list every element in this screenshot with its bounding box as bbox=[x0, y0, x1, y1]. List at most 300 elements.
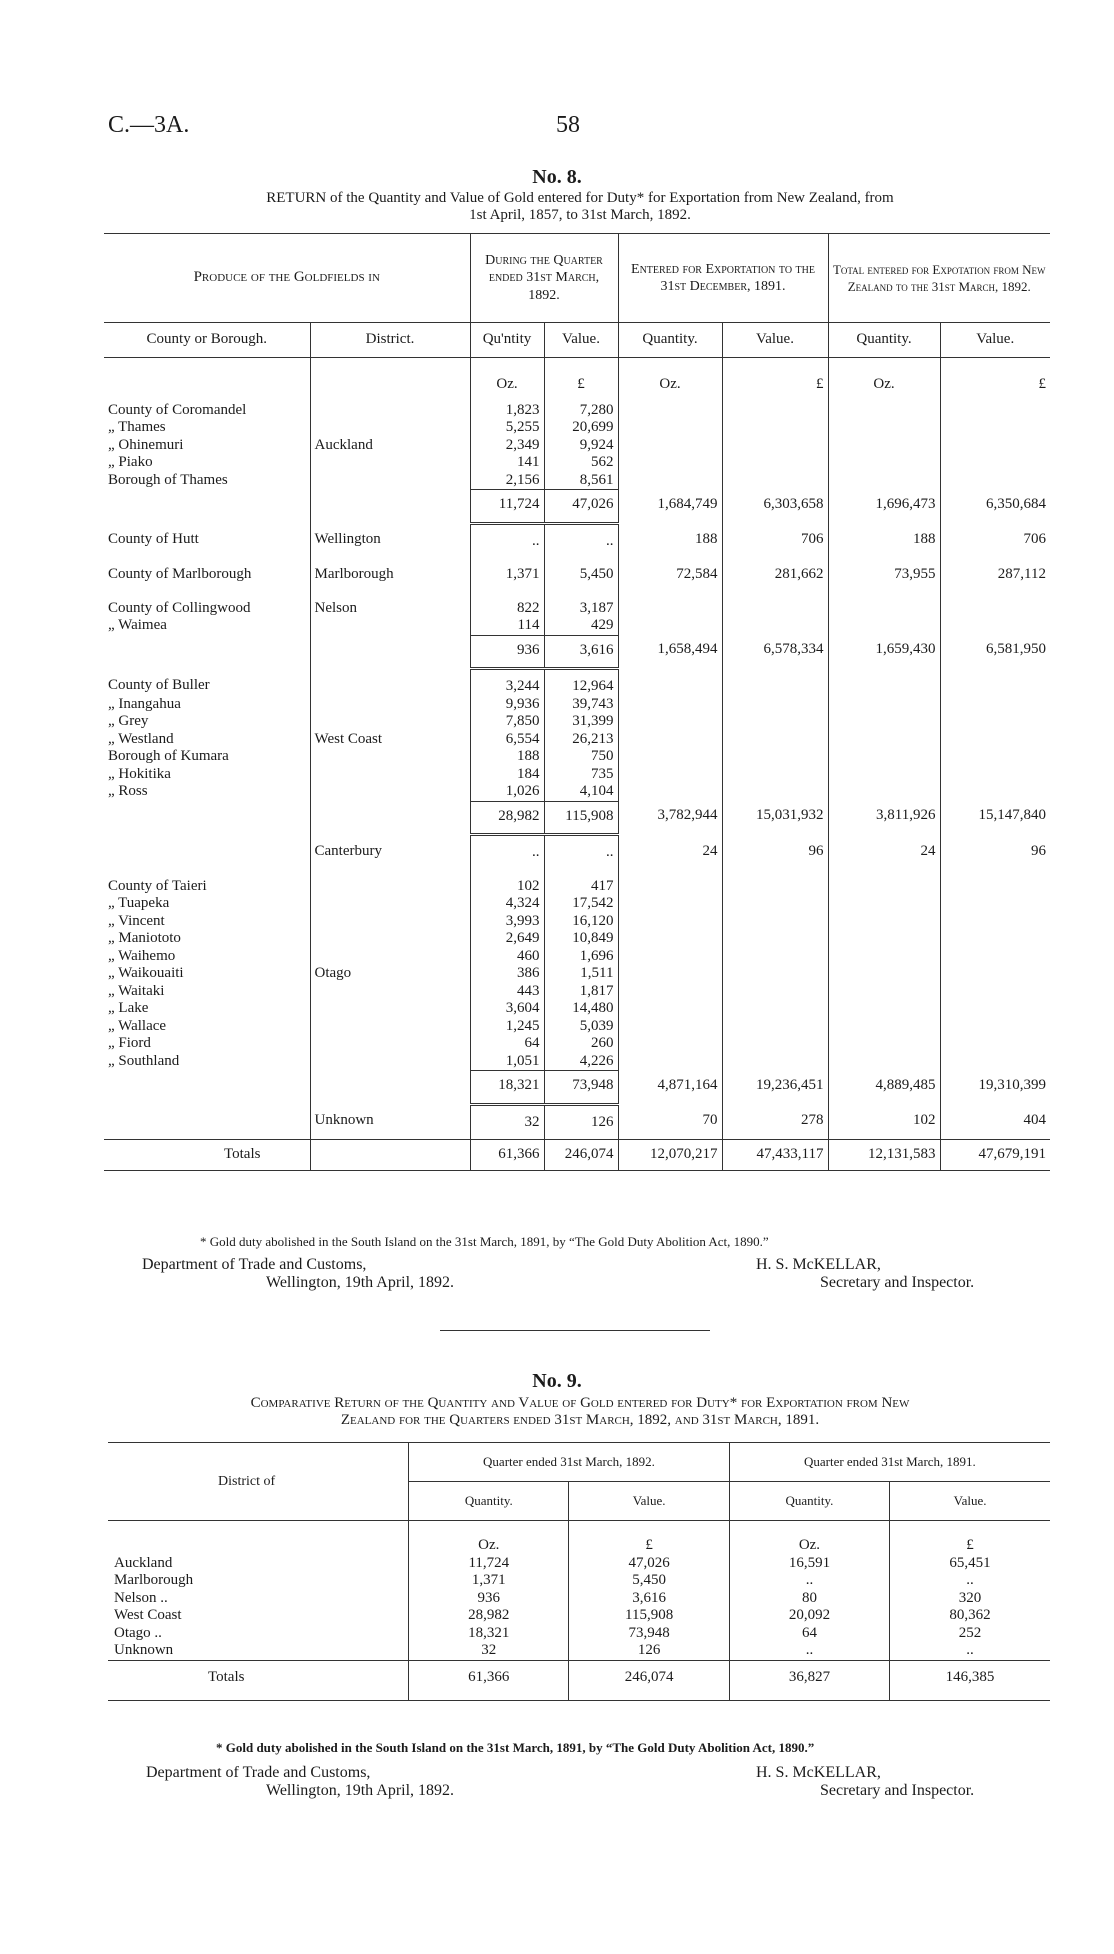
totals-label: Totals bbox=[224, 1146, 261, 1162]
quantity-1892: 28,982 bbox=[409, 1607, 569, 1625]
empty-cell bbox=[310, 1071, 470, 1105]
empty-cell bbox=[828, 895, 940, 913]
empty-cell bbox=[618, 592, 722, 618]
value-cell: 750 bbox=[544, 748, 618, 766]
totals-total-value: 47,679,191 bbox=[940, 1140, 1050, 1171]
quantity-cell: 443 bbox=[470, 983, 544, 1001]
table9-signer: H. S. McKELLAR, bbox=[756, 1764, 881, 1781]
county-name: „ Westland bbox=[108, 730, 174, 747]
table9-title-line2: Zealand for the Quarters ended 31st March, 1892, and 31st March, 1891. bbox=[340, 1412, 820, 1428]
quantity-1892: 18,321 bbox=[409, 1625, 569, 1643]
table-row bbox=[104, 1000, 1050, 1018]
table-row bbox=[104, 913, 1050, 931]
county-name: „ Fiord bbox=[108, 1035, 151, 1051]
table-row bbox=[104, 1104, 1050, 1140]
total-value: 6,350,684 bbox=[940, 490, 1050, 524]
empty-cell bbox=[722, 419, 828, 437]
empty-cell bbox=[940, 696, 1050, 714]
empty-cell bbox=[828, 983, 940, 1001]
empty-cell bbox=[940, 930, 1050, 948]
totals-label: Totals bbox=[208, 1668, 245, 1685]
quantity-cell: 6,554 bbox=[470, 731, 544, 749]
value-cell: 126 bbox=[544, 1104, 618, 1140]
empty-cell bbox=[618, 748, 722, 766]
empty-cell bbox=[722, 669, 828, 696]
quantity-1891: 64 bbox=[729, 1625, 889, 1643]
empty-cell bbox=[618, 895, 722, 913]
empty-cell bbox=[828, 617, 940, 635]
empty-cell bbox=[940, 895, 1050, 913]
table-row bbox=[108, 1555, 1050, 1573]
subtotal-value: 47,026 bbox=[544, 490, 618, 524]
table-row bbox=[104, 983, 1050, 1001]
total-quantity: 1,696,473 bbox=[828, 490, 940, 524]
totals-entered-value: 47,433,117 bbox=[722, 1140, 828, 1171]
empty-cell bbox=[940, 766, 1050, 784]
empty-cell bbox=[618, 731, 722, 749]
quantity-cell: 64 bbox=[470, 1035, 544, 1053]
empty-cell bbox=[828, 748, 940, 766]
district-name bbox=[310, 948, 470, 966]
county-name: „ Inangahua bbox=[108, 695, 181, 712]
empty-cell bbox=[940, 913, 1050, 931]
table-row bbox=[104, 895, 1050, 913]
table-row bbox=[108, 1590, 1050, 1608]
value-1892: 126 bbox=[569, 1642, 729, 1660]
district-name: Auckland bbox=[114, 1554, 173, 1571]
table-row bbox=[104, 748, 1050, 766]
empty-cell bbox=[722, 783, 828, 801]
entered-value: 6,303,658 bbox=[722, 490, 828, 524]
empty-cell bbox=[828, 454, 940, 472]
empty-cell bbox=[722, 1053, 828, 1071]
county-name: „ Waihemo bbox=[108, 947, 176, 964]
table-row bbox=[104, 783, 1050, 801]
county-name: County of Collingwood bbox=[108, 599, 251, 616]
empty-cell bbox=[828, 783, 940, 801]
entered-quantity: 188 bbox=[618, 523, 722, 558]
sub-county: County or Borough. bbox=[146, 331, 267, 348]
county-name: „ Thames bbox=[108, 419, 166, 435]
total-value: 15,147,840 bbox=[940, 801, 1050, 835]
total-quantity: 73,955 bbox=[828, 558, 940, 592]
value-cell: 20,699 bbox=[544, 419, 618, 437]
value-cell: .. bbox=[544, 835, 618, 870]
table-row bbox=[104, 870, 1050, 896]
table9-signer-title: Secretary and Inspector. bbox=[820, 1782, 975, 1799]
empty-cell bbox=[940, 1035, 1050, 1053]
empty-cell bbox=[940, 437, 1050, 455]
subtotal-value: 3,616 bbox=[544, 635, 618, 669]
value-cell: 39,743 bbox=[544, 696, 618, 714]
quantity-1892: 11,724 bbox=[409, 1555, 569, 1573]
value-cell: 3,187 bbox=[544, 592, 618, 618]
county-name: „ Waitaki bbox=[108, 982, 165, 999]
empty-cell bbox=[940, 592, 1050, 618]
totals-total-quantity: 12,131,583 bbox=[828, 1140, 940, 1171]
empty-cell bbox=[940, 669, 1050, 696]
value-cell: 8,561 bbox=[544, 472, 618, 490]
subtotal-value: 73,948 bbox=[544, 1071, 618, 1105]
quantity-cell: 460 bbox=[470, 948, 544, 966]
empty-cell bbox=[618, 713, 722, 731]
sub-value: Value. bbox=[569, 1482, 729, 1521]
empty-cell bbox=[940, 394, 1050, 420]
table-row bbox=[108, 1607, 1050, 1625]
empty-cell bbox=[940, 983, 1050, 1001]
district-name bbox=[310, 1000, 470, 1018]
empty-cell bbox=[828, 713, 940, 731]
table9-place-date: Wellington, 19th April, 1892. bbox=[266, 1782, 455, 1799]
empty-cell bbox=[310, 1140, 470, 1171]
empty-cell bbox=[722, 454, 828, 472]
table8-body bbox=[104, 358, 1050, 1171]
entered-value: 6,578,334 bbox=[722, 635, 828, 669]
totals-row bbox=[108, 1660, 1050, 1701]
empty-cell bbox=[104, 490, 310, 524]
quantity-cell: 822 bbox=[470, 592, 544, 618]
total-quantity: 4,889,485 bbox=[828, 1071, 940, 1105]
empty-cell bbox=[618, 1018, 722, 1036]
empty-cell bbox=[722, 913, 828, 931]
sub-quantity: Quantity. bbox=[828, 323, 940, 358]
county-name bbox=[104, 835, 310, 870]
table9-footnote: * Gold duty abolished in the South Island on the 31st March, 1891, by “The Gold Duty Abolition Act, 1890.” bbox=[216, 1740, 815, 1755]
quantity-1891: 20,092 bbox=[729, 1607, 889, 1625]
empty-cell bbox=[828, 1053, 940, 1071]
totals-quantity-1891: 36,827 bbox=[729, 1660, 889, 1701]
district-name bbox=[310, 930, 470, 948]
value-cell: .. bbox=[544, 523, 618, 558]
value-cell: 7,280 bbox=[544, 394, 618, 420]
table-row bbox=[108, 1625, 1050, 1643]
county-name bbox=[104, 1104, 310, 1140]
entered-quantity: 3,782,944 bbox=[618, 801, 722, 835]
quantity-1891: 80 bbox=[729, 1590, 889, 1608]
empty-cell bbox=[618, 930, 722, 948]
value-cell: 12,964 bbox=[544, 669, 618, 696]
table-row bbox=[104, 1018, 1050, 1036]
sub-value: Value. bbox=[940, 323, 1050, 358]
report-reference: C.—3A. bbox=[108, 112, 190, 138]
table-row bbox=[104, 454, 1050, 472]
county-name: „ Maniototo bbox=[108, 930, 181, 946]
quantity-1892: 936 bbox=[409, 1590, 569, 1608]
district-name bbox=[310, 766, 470, 784]
value-cell: 562 bbox=[544, 454, 618, 472]
district-name: Nelson .. bbox=[114, 1589, 168, 1606]
table-row bbox=[104, 558, 1050, 592]
value-cell: 26,213 bbox=[544, 731, 618, 749]
table8-signer: H. S. McKELLAR, bbox=[756, 1256, 881, 1273]
empty-cell bbox=[618, 696, 722, 714]
quantity-1891: .. bbox=[729, 1572, 889, 1590]
district-name bbox=[310, 748, 470, 766]
table-row bbox=[104, 766, 1050, 784]
table-row bbox=[104, 617, 1050, 635]
entered-quantity: 24 bbox=[618, 835, 722, 870]
subtotal-quantity: 936 bbox=[470, 635, 544, 669]
quantity-cell: .. bbox=[470, 523, 544, 558]
table-row bbox=[104, 835, 1050, 870]
sub-quantity: Quantity. bbox=[618, 323, 722, 358]
unit-oz: Oz. bbox=[409, 1521, 569, 1555]
quantity-cell: 3,993 bbox=[470, 913, 544, 931]
county-name: „ Wallace bbox=[108, 1017, 167, 1034]
total-quantity: 1,659,430 bbox=[828, 635, 940, 669]
value-cell: 5,039 bbox=[544, 1018, 618, 1036]
total-quantity: 102 bbox=[828, 1104, 940, 1140]
district-name bbox=[310, 870, 470, 896]
totals-quantity: 61,366 bbox=[470, 1140, 544, 1171]
empty-cell bbox=[940, 472, 1050, 490]
county-name: Borough of Kumara bbox=[108, 748, 229, 764]
county-name: „ Hokitika bbox=[108, 765, 171, 782]
empty-cell bbox=[722, 748, 828, 766]
empty-cell bbox=[104, 635, 310, 669]
empty-cell bbox=[828, 472, 940, 490]
table9 bbox=[108, 1442, 1050, 1701]
district-name bbox=[310, 783, 470, 801]
sub-value: Value. bbox=[890, 1482, 1050, 1521]
sub-district: District. bbox=[310, 323, 470, 358]
totals-entered-quantity: 12,070,217 bbox=[618, 1140, 722, 1171]
empty-cell bbox=[828, 870, 940, 896]
value-cell: 1,817 bbox=[544, 983, 618, 1001]
value-1891: 65,451 bbox=[890, 1555, 1050, 1573]
subtotal-quantity: 11,724 bbox=[470, 490, 544, 524]
county-name: County of Buller bbox=[108, 676, 210, 693]
divider bbox=[440, 1330, 710, 1331]
quantity-1892: 32 bbox=[409, 1642, 569, 1660]
empty-cell bbox=[722, 696, 828, 714]
empty-cell bbox=[618, 1053, 722, 1071]
empty-cell bbox=[722, 472, 828, 490]
empty-cell bbox=[618, 1000, 722, 1018]
col-quarter-1891: Quarter ended 31st March, 1891. bbox=[729, 1443, 1050, 1482]
district-name bbox=[310, 913, 470, 931]
county-name: County of Taieri bbox=[108, 877, 207, 894]
subtotal-row bbox=[104, 1071, 1050, 1105]
empty-cell bbox=[618, 394, 722, 420]
table-row bbox=[104, 437, 1050, 455]
county-name: „ Southland bbox=[108, 1052, 180, 1069]
empty-cell bbox=[940, 783, 1050, 801]
empty-cell bbox=[722, 948, 828, 966]
empty-cell bbox=[940, 870, 1050, 896]
table8 bbox=[104, 233, 1050, 1171]
table9-title bbox=[100, 1395, 1060, 1429]
entered-value: 706 bbox=[722, 523, 828, 558]
quantity-cell: 1,823 bbox=[470, 394, 544, 420]
district-name bbox=[310, 617, 470, 635]
empty-cell bbox=[618, 766, 722, 784]
table8-signer-title: Secretary and Inspector. bbox=[820, 1274, 975, 1291]
value-cell: 10,849 bbox=[544, 930, 618, 948]
district-name: Wellington bbox=[310, 523, 470, 558]
total-value: 96 bbox=[940, 835, 1050, 870]
col-entered: Entered for Exportation to the 31st December, 1891. bbox=[618, 234, 828, 323]
col-district: District of bbox=[218, 1473, 276, 1489]
empty-cell bbox=[618, 983, 722, 1001]
empty-cell bbox=[618, 617, 722, 635]
totals-value-1891: 146,385 bbox=[890, 1660, 1050, 1701]
quantity-cell: 2,649 bbox=[470, 930, 544, 948]
empty-cell bbox=[722, 394, 828, 420]
table-row bbox=[108, 1642, 1050, 1660]
empty-cell bbox=[618, 783, 722, 801]
district-name: Marlborough bbox=[114, 1572, 194, 1588]
value-1892: 73,948 bbox=[569, 1625, 729, 1643]
quantity-cell: 5,255 bbox=[470, 419, 544, 437]
table-row bbox=[104, 731, 1050, 749]
empty-cell bbox=[310, 801, 470, 835]
quantity-cell: 1,245 bbox=[470, 1018, 544, 1036]
table8-title-line2: 1st April, 1857, to 31st March, 1892. bbox=[469, 207, 691, 223]
empty-cell bbox=[618, 870, 722, 896]
value-cell: 1,511 bbox=[544, 965, 618, 983]
empty-cell bbox=[828, 913, 940, 931]
entered-value: 15,031,932 bbox=[722, 801, 828, 835]
entered-value: 278 bbox=[722, 1104, 828, 1140]
value-cell: 417 bbox=[544, 870, 618, 896]
empty-cell bbox=[104, 1071, 310, 1105]
quantity-cell: 102 bbox=[470, 870, 544, 896]
district-name bbox=[310, 472, 470, 490]
empty-cell bbox=[618, 1035, 722, 1053]
unit-pound: £ bbox=[544, 358, 618, 394]
table9-number: No. 9. bbox=[532, 1370, 582, 1392]
value-1891: .. bbox=[890, 1572, 1050, 1590]
unit-pound: £ bbox=[569, 1521, 729, 1555]
quantity-cell: 3,244 bbox=[470, 669, 544, 696]
empty-cell bbox=[828, 696, 940, 714]
col-total: Total entered for Expotation from New Zealand to the 31st March, 1892. bbox=[828, 234, 1050, 323]
value-cell: 4,226 bbox=[544, 1053, 618, 1071]
quantity-cell: 386 bbox=[470, 965, 544, 983]
table-row bbox=[104, 713, 1050, 731]
table9-title-line1: Comparative Return of the Quantity and Value of Gold entered for Duty* for Exportation from New bbox=[250, 1395, 910, 1411]
county-name: „ Grey bbox=[108, 713, 149, 729]
value-cell: 1,696 bbox=[544, 948, 618, 966]
total-value: 706 bbox=[940, 523, 1050, 558]
unit-oz: Oz. bbox=[618, 358, 722, 394]
empty-cell bbox=[618, 669, 722, 696]
page-number: 58 bbox=[556, 112, 580, 138]
empty-cell bbox=[828, 766, 940, 784]
empty-cell bbox=[828, 1035, 940, 1053]
empty-cell bbox=[722, 930, 828, 948]
value-1891: 252 bbox=[890, 1625, 1050, 1643]
empty-cell bbox=[722, 713, 828, 731]
table-row bbox=[104, 523, 1050, 558]
district-name: Otago bbox=[310, 965, 470, 983]
unit-oz: Oz. bbox=[470, 358, 544, 394]
empty-cell bbox=[310, 635, 470, 669]
table-row bbox=[104, 592, 1050, 618]
table-row bbox=[104, 930, 1050, 948]
district-name bbox=[310, 895, 470, 913]
sub-value: Value. bbox=[722, 323, 828, 358]
total-value: 19,310,399 bbox=[940, 1071, 1050, 1105]
value-1892: 5,450 bbox=[569, 1572, 729, 1590]
value-1892: 47,026 bbox=[569, 1555, 729, 1573]
district-name bbox=[310, 419, 470, 437]
col-produce: Produce of the Goldfields in bbox=[193, 269, 380, 286]
entered-quantity: 1,684,749 bbox=[618, 490, 722, 524]
total-quantity: 24 bbox=[828, 835, 940, 870]
quantity-cell: 3,604 bbox=[470, 1000, 544, 1018]
total-value: 404 bbox=[940, 1104, 1050, 1140]
quantity-cell: 2,349 bbox=[470, 437, 544, 455]
district-name bbox=[310, 983, 470, 1001]
district-name: Auckland bbox=[310, 437, 470, 455]
empty-cell bbox=[828, 930, 940, 948]
table-row bbox=[104, 472, 1050, 490]
quantity-cell: 2,156 bbox=[470, 472, 544, 490]
empty-cell bbox=[940, 454, 1050, 472]
table-row bbox=[104, 669, 1050, 696]
county-name: County of Marlborough bbox=[108, 566, 252, 582]
quantity-cell: 4,324 bbox=[470, 895, 544, 913]
county-name: „ Waimea bbox=[108, 617, 167, 633]
district-name: Nelson bbox=[310, 592, 470, 618]
total-quantity: 3,811,926 bbox=[828, 801, 940, 835]
entered-value: 19,236,451 bbox=[722, 1071, 828, 1105]
value-cell: 5,450 bbox=[544, 558, 618, 592]
sub-quantity: Qu'ntity bbox=[470, 323, 544, 358]
value-cell: 260 bbox=[544, 1035, 618, 1053]
table8-title bbox=[100, 190, 1060, 224]
quantity-cell: .. bbox=[470, 835, 544, 870]
table-row bbox=[104, 696, 1050, 714]
district-name bbox=[310, 669, 470, 696]
totals-row bbox=[104, 1140, 1050, 1171]
value-cell: 14,480 bbox=[544, 1000, 618, 1018]
table8-footnote: * Gold duty abolished in the South Island on the 31st March, 1891, by “The Gold Duty Abolition Act, 1890.” bbox=[200, 1234, 769, 1249]
quantity-cell: 1,371 bbox=[470, 558, 544, 592]
district-name bbox=[310, 696, 470, 714]
empty-cell bbox=[722, 1000, 828, 1018]
district-name: Unknown bbox=[114, 1642, 174, 1658]
quantity-cell: 9,936 bbox=[470, 696, 544, 714]
empty-cell bbox=[618, 913, 722, 931]
quantity-cell: 7,850 bbox=[470, 713, 544, 731]
total-value: 287,112 bbox=[940, 558, 1050, 592]
empty-cell bbox=[104, 801, 310, 835]
empty-cell bbox=[722, 1035, 828, 1053]
value-cell: 429 bbox=[544, 617, 618, 635]
entered-quantity: 70 bbox=[618, 1104, 722, 1140]
table-row bbox=[104, 948, 1050, 966]
entered-value: 281,662 bbox=[722, 558, 828, 592]
table-row bbox=[104, 965, 1050, 983]
value-cell: 4,104 bbox=[544, 783, 618, 801]
empty-cell bbox=[828, 669, 940, 696]
empty-cell bbox=[828, 419, 940, 437]
county-name: „ Piako bbox=[108, 454, 153, 470]
unit-pound: £ bbox=[890, 1521, 1050, 1555]
empty-cell bbox=[940, 1053, 1050, 1071]
subtotal-row bbox=[104, 801, 1050, 835]
district-name: Unknown bbox=[310, 1104, 470, 1140]
quantity-cell: 32 bbox=[470, 1104, 544, 1140]
county-name: County of Coromandel bbox=[108, 401, 247, 418]
quantity-cell: 184 bbox=[470, 766, 544, 784]
table9-body bbox=[108, 1521, 1050, 1701]
empty-cell bbox=[310, 490, 470, 524]
county-name: „ Vincent bbox=[108, 912, 165, 929]
